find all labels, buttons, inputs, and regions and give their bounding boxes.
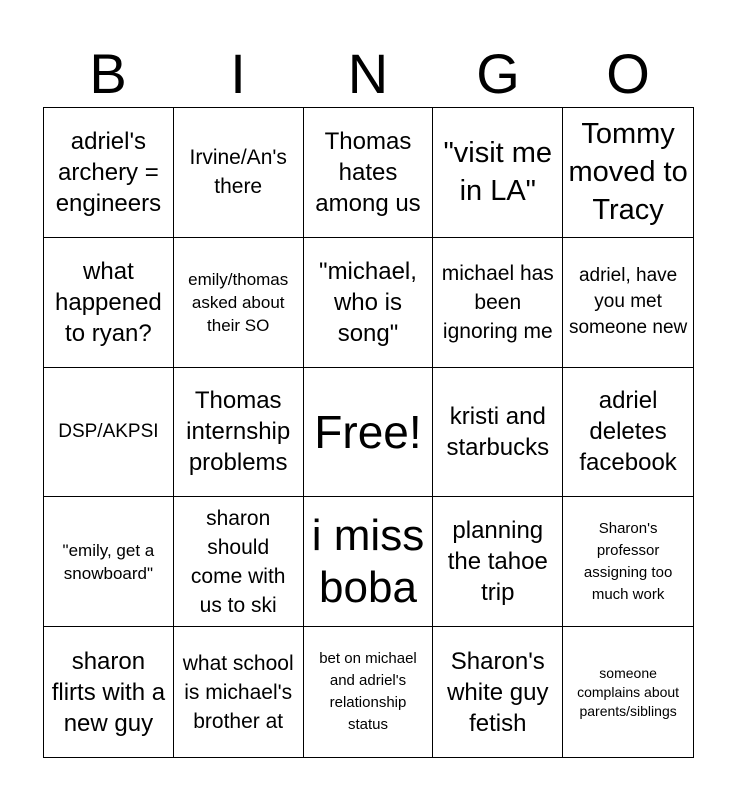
bingo-header <box>43 42 693 106</box>
free-space-text: Free! <box>314 405 422 458</box>
bingo-cell-12[interactable] <box>174 368 304 498</box>
bingo-board <box>43 107 694 758</box>
cell-text: Thomas hates among us <box>315 127 421 217</box>
bingo-cell-2[interactable] <box>174 108 304 238</box>
cell-text: Tommy moved to Tracy <box>568 118 688 227</box>
cell-text: i miss boba <box>311 510 425 612</box>
cell-text: Sharon's white guy fetish <box>447 647 549 737</box>
header-letter-n: N <box>347 42 389 105</box>
cell-text: planning the tahoe trip <box>447 517 548 607</box>
cell-text: what happened to ryan? <box>55 257 162 347</box>
cell-text: sharon flirts with a new guy <box>51 647 166 737</box>
bingo-cell-19[interactable] <box>433 497 563 627</box>
cell-text: DSP/AKPSI <box>58 420 159 442</box>
bingo-cell-21[interactable] <box>44 627 174 757</box>
bingo-cell-4[interactable] <box>433 108 563 238</box>
cell-text: adriel's archery = engineers <box>55 127 162 217</box>
bingo-cell-6[interactable] <box>44 238 174 368</box>
cell-text: Irvine/An's there <box>189 146 287 199</box>
bingo-cell-7[interactable] <box>174 238 304 368</box>
cell-text: emily/thomas asked about their SO <box>188 269 289 335</box>
bingo-cell-5[interactable] <box>563 108 693 238</box>
cell-text: "visit me in LA" <box>443 137 553 208</box>
cell-text: adriel deletes facebook <box>579 387 677 477</box>
cell-text: Thomas internship problems <box>186 387 291 477</box>
bingo-cell-17[interactable] <box>174 497 304 627</box>
cell-text: "emily, get a snowboard" <box>62 540 155 583</box>
bingo-cell-11[interactable] <box>44 368 174 498</box>
header-letter-b: B <box>89 42 127 105</box>
bingo-cell-24[interactable] <box>433 627 563 757</box>
cell-text: Sharon's professor assigning too much work <box>583 519 673 603</box>
header-letter-o: O <box>606 42 650 105</box>
bingo-cell-9[interactable] <box>433 238 563 368</box>
bingo-cell-16[interactable] <box>44 497 174 627</box>
header-letter-g: G <box>476 42 520 105</box>
cell-text: michael has been ignoring me <box>441 261 554 343</box>
bingo-cell-15[interactable] <box>563 368 693 498</box>
cell-text: what school is michael's brother at <box>182 651 294 733</box>
bingo-cell-20[interactable] <box>563 497 693 627</box>
cell-text: sharon should come with us to ski <box>190 506 286 617</box>
bingo-cell-10[interactable] <box>563 238 693 368</box>
bingo-cell-8[interactable] <box>304 238 434 368</box>
bingo-cell-free[interactable] <box>304 368 434 498</box>
header-letter-i: I <box>230 42 246 105</box>
cell-text: adriel, have you met someone new <box>568 265 688 339</box>
bingo-cell-3[interactable] <box>304 108 434 238</box>
cell-text: kristi and starbucks <box>446 402 550 461</box>
bingo-cell-1[interactable] <box>44 108 174 238</box>
bingo-cell-18[interactable] <box>304 497 434 627</box>
cell-text: "michael, who is song" <box>319 257 417 347</box>
cell-text: someone complains about parents/siblings <box>577 664 680 719</box>
bingo-cell-14[interactable] <box>433 368 563 498</box>
cell-text: bet on michael and adriel's relationship status <box>319 650 417 734</box>
bingo-cell-25[interactable] <box>563 627 693 757</box>
bingo-cell-23[interactable] <box>304 627 434 757</box>
bingo-cell-22[interactable] <box>174 627 304 757</box>
